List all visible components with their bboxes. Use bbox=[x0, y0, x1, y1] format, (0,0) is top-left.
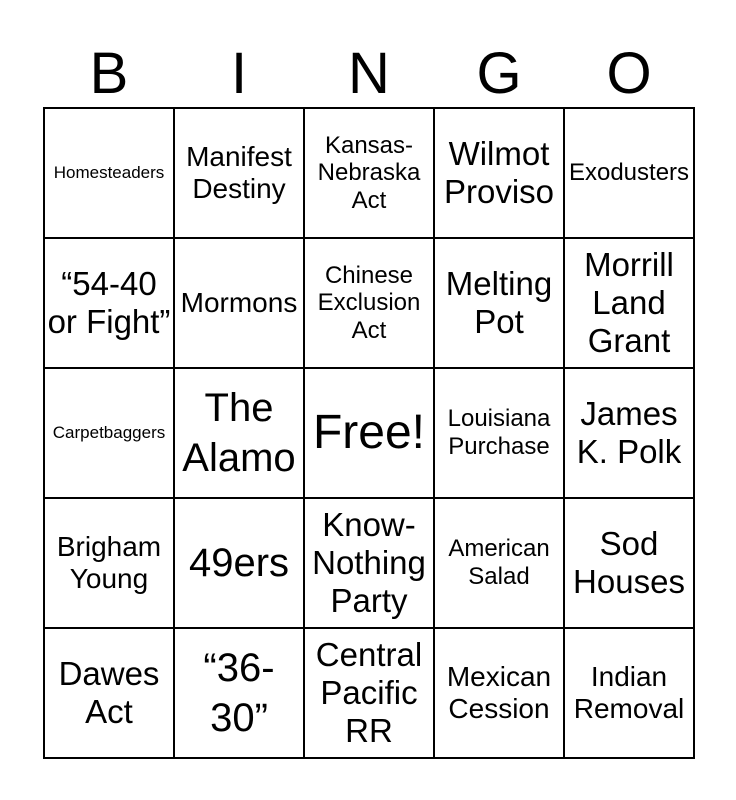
bingo-cell[interactable] bbox=[435, 239, 565, 369]
bingo-cell-label: James K. Polk bbox=[576, 395, 682, 470]
header-letter-g: G bbox=[476, 41, 522, 106]
bingo-cell-label: Indian Removal bbox=[573, 660, 685, 724]
bingo-cell-label: “54-40 or Fight” bbox=[47, 265, 171, 340]
bingo-cell-label: Free! bbox=[312, 406, 426, 460]
bingo-card-grid bbox=[43, 107, 695, 759]
bingo-cell[interactable] bbox=[565, 239, 695, 369]
header-letter-o: O bbox=[606, 41, 652, 106]
bingo-cell[interactable] bbox=[175, 369, 305, 499]
bingo-cell-label: Mormons bbox=[180, 286, 298, 318]
bingo-cell-label: Sod Houses bbox=[573, 525, 685, 600]
bingo-cell[interactable] bbox=[565, 369, 695, 499]
bingo-cell[interactable] bbox=[45, 239, 175, 369]
bingo-cell-label: Exodusters bbox=[568, 159, 690, 187]
bingo-cell[interactable] bbox=[45, 369, 175, 499]
bingo-cell-label: Homesteaders bbox=[53, 163, 165, 183]
bingo-cell-label: Louisiana Purchase bbox=[447, 405, 551, 460]
bingo-cell[interactable] bbox=[565, 109, 695, 239]
bingo-cell[interactable] bbox=[435, 499, 565, 629]
bingo-cell-label: Chinese Exclusion Act bbox=[317, 261, 421, 344]
bingo-cell[interactable] bbox=[435, 109, 565, 239]
bingo-cell-label: American Salad bbox=[448, 535, 550, 590]
bingo-cell-label: Brigham Young bbox=[56, 530, 162, 594]
bingo-cell[interactable] bbox=[435, 369, 565, 499]
header-letter-b: B bbox=[89, 41, 129, 106]
header-letter-n: N bbox=[348, 41, 390, 106]
bingo-cell-label: Melting Pot bbox=[445, 265, 553, 340]
bingo-cell[interactable] bbox=[175, 629, 305, 759]
bingo-cell-label: Carpetbaggers bbox=[52, 423, 166, 443]
bingo-cell-label: Wilmot Proviso bbox=[443, 135, 555, 210]
bingo-cell-label: 49ers bbox=[188, 541, 290, 585]
bingo-cell[interactable] bbox=[45, 629, 175, 759]
bingo-cell-label: Manifest Destiny bbox=[186, 140, 292, 204]
bingo-cell-free-space[interactable] bbox=[305, 369, 435, 499]
header-letter-i: I bbox=[230, 41, 248, 106]
bingo-cell[interactable] bbox=[305, 499, 435, 629]
bingo-cell-label: Mexican Cession bbox=[446, 660, 552, 724]
bingo-cell[interactable] bbox=[565, 629, 695, 759]
bingo-cell-label: The Alamo bbox=[182, 386, 296, 480]
bingo-cell[interactable] bbox=[175, 499, 305, 629]
bingo-cell-label: Kansas-Nebraska Act bbox=[317, 131, 421, 214]
bingo-cell[interactable] bbox=[175, 239, 305, 369]
bingo-cell[interactable] bbox=[565, 499, 695, 629]
bingo-cell[interactable] bbox=[45, 499, 175, 629]
bingo-cell[interactable] bbox=[45, 109, 175, 239]
bingo-cell[interactable] bbox=[305, 109, 435, 239]
bingo-header bbox=[44, 40, 694, 108]
bingo-cell-label: “36-30” bbox=[203, 646, 275, 740]
bingo-cell[interactable] bbox=[175, 109, 305, 239]
bingo-cell-label: Dawes Act bbox=[58, 655, 160, 730]
bingo-cell[interactable] bbox=[305, 629, 435, 759]
bingo-cell-label: Know-Nothing Party bbox=[312, 506, 426, 619]
bingo-cell-label: Central Pacific RR bbox=[315, 636, 423, 749]
bingo-cell[interactable] bbox=[305, 239, 435, 369]
bingo-cell-label: Morrill Land Grant bbox=[584, 246, 674, 359]
bingo-cell[interactable] bbox=[435, 629, 565, 759]
